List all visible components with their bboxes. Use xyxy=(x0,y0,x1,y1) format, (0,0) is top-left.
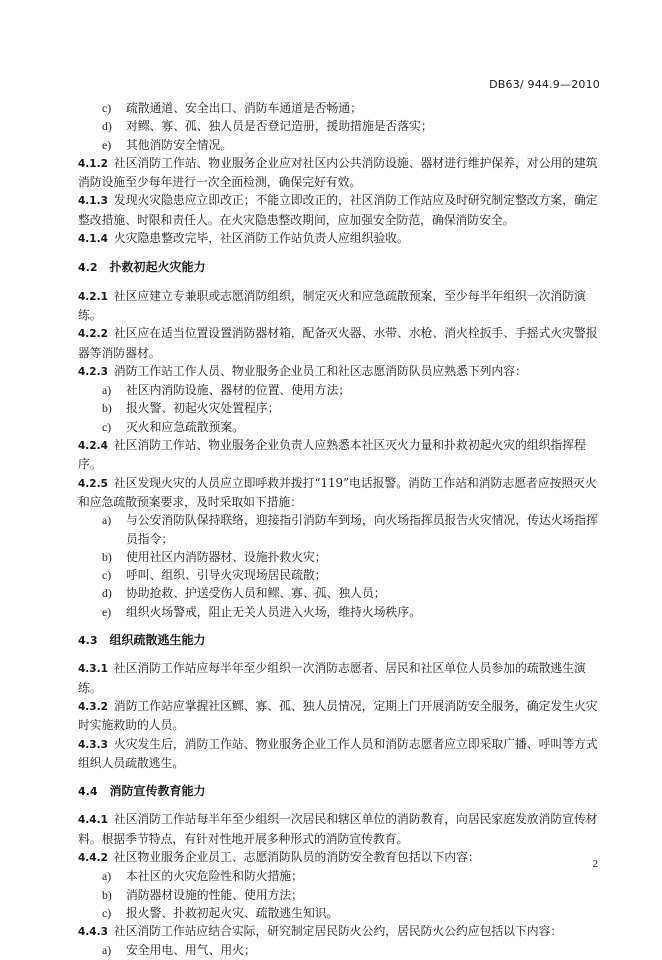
clause-paragraph xyxy=(78,362,606,381)
clause-paragraph xyxy=(78,810,606,848)
list-item xyxy=(78,117,606,135)
list-item-text: 对鳏、寡、孤、独人员是否登记造册，援助措施是否落实； xyxy=(126,119,433,134)
clause-number: 4.2.4 xyxy=(78,440,108,453)
list-item xyxy=(78,886,606,904)
list-item-text: 报火警、初起火灾处置程序； xyxy=(126,401,280,416)
clause-paragraph xyxy=(78,154,606,192)
clause-text: 社区消防工作站应结合实际，研究制定居民防火公约，居民防火公约应包括以下内容： xyxy=(113,924,563,939)
list-item xyxy=(78,381,606,399)
clause-text: 社区消防工作站每半年至少组织一次居民和辖区单位的消防教育，向居民家庭发放消防宣传材料。根据季节特点，有针对性地开展多种形式的消防宣传教育。 xyxy=(78,812,598,846)
clause-number: 4.4.1 xyxy=(78,814,108,827)
list-item-label: d) xyxy=(102,586,112,601)
clause-text: 社区应建立专兼职或志愿消防组织，制定灭火和应急疏散预案，至少每半年组织一次消防演练。 xyxy=(78,288,586,322)
section-title: 扑救初起火灾能力 xyxy=(109,260,206,275)
clause-text: 火灾隐患整改完毕，社区消防工作站负责人应组织验收。 xyxy=(113,231,409,246)
section-number: 4.4 xyxy=(78,785,98,799)
clause-text: 发现火灾隐患应立即改正；不能立即改正的，社区消防工作站应及时研究制定整改方案，确定整改措施、时限和责任人。在火灾隐患整改期间，应加强安全防范，确保消防安全。 xyxy=(78,193,598,227)
list-item-text: 安全用电、用气、用火； xyxy=(126,943,256,958)
list-item-text: 疏散通道、安全出口、消防车通道是否畅通； xyxy=(126,101,362,115)
list-item xyxy=(78,511,606,548)
clause-number: 4.3.2 xyxy=(78,700,108,713)
clause-number: 4.1.3 xyxy=(78,195,108,208)
list-item-label: a) xyxy=(102,513,112,528)
clause-text: 火灾发生后，消防工作站、物业服务企业工作人员和消防志愿者应立即采取广播、呼叫等方式组织人员疏散逃生。 xyxy=(78,736,598,770)
list-item xyxy=(78,603,606,621)
list-item-label: b) xyxy=(102,549,112,564)
list-item-text: 消防器材设施的性能、使用方法； xyxy=(126,887,303,902)
clause-number: 4.2.1 xyxy=(78,290,108,303)
section-number: 4.2 xyxy=(78,261,98,275)
clause-number: 4.3.3 xyxy=(78,738,108,751)
list-item-text: 社区内消防设施、器材的位置、使用方法； xyxy=(126,383,351,398)
clause-paragraph xyxy=(78,659,606,697)
clause-paragraph xyxy=(78,287,606,325)
page-number: 2 xyxy=(592,858,598,870)
clause-number: 4.2.3 xyxy=(78,365,108,378)
list-item xyxy=(78,399,606,417)
section-heading xyxy=(78,258,606,277)
clause-paragraph xyxy=(78,436,606,474)
section-heading xyxy=(78,782,606,801)
list-item-label: d) xyxy=(102,119,112,134)
clause-number: 4.1.4 xyxy=(78,233,108,246)
list-item-label: b) xyxy=(102,401,112,416)
document-body xyxy=(78,99,606,960)
clause-text: 消防工作站应掌握社区鳏、寡、孤、独人员情况，定期上门开展消防安全服务，确定发生火灾时实施救助的人员。 xyxy=(78,698,598,733)
list-item-label: a) xyxy=(102,869,112,884)
clause-number: 4.4.3 xyxy=(78,926,108,939)
list-item-label: c) xyxy=(102,101,112,115)
list-item-label: a) xyxy=(102,943,112,958)
list-item-text: 报火警、扑救初起火灾、疏散逃生知识。 xyxy=(126,905,339,920)
list-item xyxy=(78,867,606,885)
clause-text: 社区物业服务企业员工、志愿消防队员的消防安全教育包括以下内容： xyxy=(113,849,480,864)
list-item xyxy=(78,904,606,922)
clause-text: 社区消防工作站、物业服务企业负责人应熟悉本社区灭火力量和扑救初起火灾的组织指挥程序。 xyxy=(78,438,586,472)
section-heading xyxy=(78,631,606,650)
clause-paragraph xyxy=(78,922,606,941)
list-item-text: 本社区的火灾危险性和防火措施； xyxy=(126,869,303,884)
list-item-text: 灭火和应急疏散预案。 xyxy=(126,419,244,434)
list-item-text: 使用社区内消防器材、设施扑救火灾； xyxy=(126,549,327,564)
list-item-label: e) xyxy=(102,137,112,152)
clause-number: 4.2.2 xyxy=(78,328,108,341)
clause-paragraph xyxy=(78,191,606,229)
clause-text: 社区发现火灾的人员应立即呼救并拨打“119”电话报警。消防工作站和消防志愿者应按照灭火和应急疏散预案要求，及时采取如下措施： xyxy=(78,475,597,509)
clause-paragraph xyxy=(78,697,606,735)
list-item xyxy=(78,136,606,154)
list-item-label: c) xyxy=(102,905,112,920)
list-item xyxy=(78,566,606,584)
clause-number: 4.3.1 xyxy=(78,663,108,676)
clause-paragraph xyxy=(78,324,606,362)
clause-text: 社区消防工作站应每半年至少组织一次消防志愿者、居民和社区单位人员参加的疏散逃生演练。 xyxy=(78,661,586,695)
clause-paragraph xyxy=(78,474,606,512)
clause-number: 4.2.5 xyxy=(78,477,108,490)
list-item-text: 呼叫、组织、引导火灾现场居民疏散； xyxy=(126,568,327,583)
section-number: 4.3 xyxy=(78,634,98,648)
list-item-text: 其他消防安全情况。 xyxy=(126,137,233,152)
list-item-label: c) xyxy=(102,419,112,434)
list-item-label: b) xyxy=(102,887,112,902)
list-item xyxy=(78,418,606,436)
list-item-text: 组织火场警戒，阻止无关人员进入火场，维持火场秩序。 xyxy=(126,604,421,619)
list-item-label: a) xyxy=(102,383,112,398)
list-item-text: 协助抢救、护送受伤人员和鳏、寡、孤、独人员； xyxy=(126,586,386,601)
list-item xyxy=(78,941,606,959)
clause-text: 社区应在适当位置设置消防器材箱，配备灭火器、水带、水枪、消火栓扳手、手摇式火灾警报器等消防器材。 xyxy=(78,326,598,360)
clause-number: 4.4.2 xyxy=(78,851,108,864)
list-item-text: 与公安消防队保持联络，迎接指引消防车到场，向火场指挥员报告火灾情况，传达火场指挥员指令； xyxy=(126,513,598,546)
clause-text: 社区消防工作站、物业服务企业应对社区内公共消防设施、器材进行维护保养，对公用的建筑消防设施至少每年进行一次全面检测，确保完好有效。 xyxy=(78,155,598,190)
clause-paragraph xyxy=(78,848,606,867)
list-item-label: c) xyxy=(102,568,112,583)
list-item xyxy=(78,99,606,117)
section-title: 组织疏散逃生能力 xyxy=(109,633,206,648)
list-item xyxy=(78,548,606,566)
document-code: DB63/ 944.9—2010 xyxy=(489,78,600,91)
section-title: 消防宣传教育能力 xyxy=(109,784,206,799)
clause-number: 4.1.2 xyxy=(78,157,108,170)
clause-text: 消防工作站工作人员、物业服务企业员工和社区志愿消防队员应熟悉下列内容： xyxy=(113,363,527,378)
list-item xyxy=(78,584,606,602)
clause-paragraph xyxy=(78,735,606,773)
clause-paragraph xyxy=(78,229,606,248)
list-item-label: e) xyxy=(102,604,112,619)
